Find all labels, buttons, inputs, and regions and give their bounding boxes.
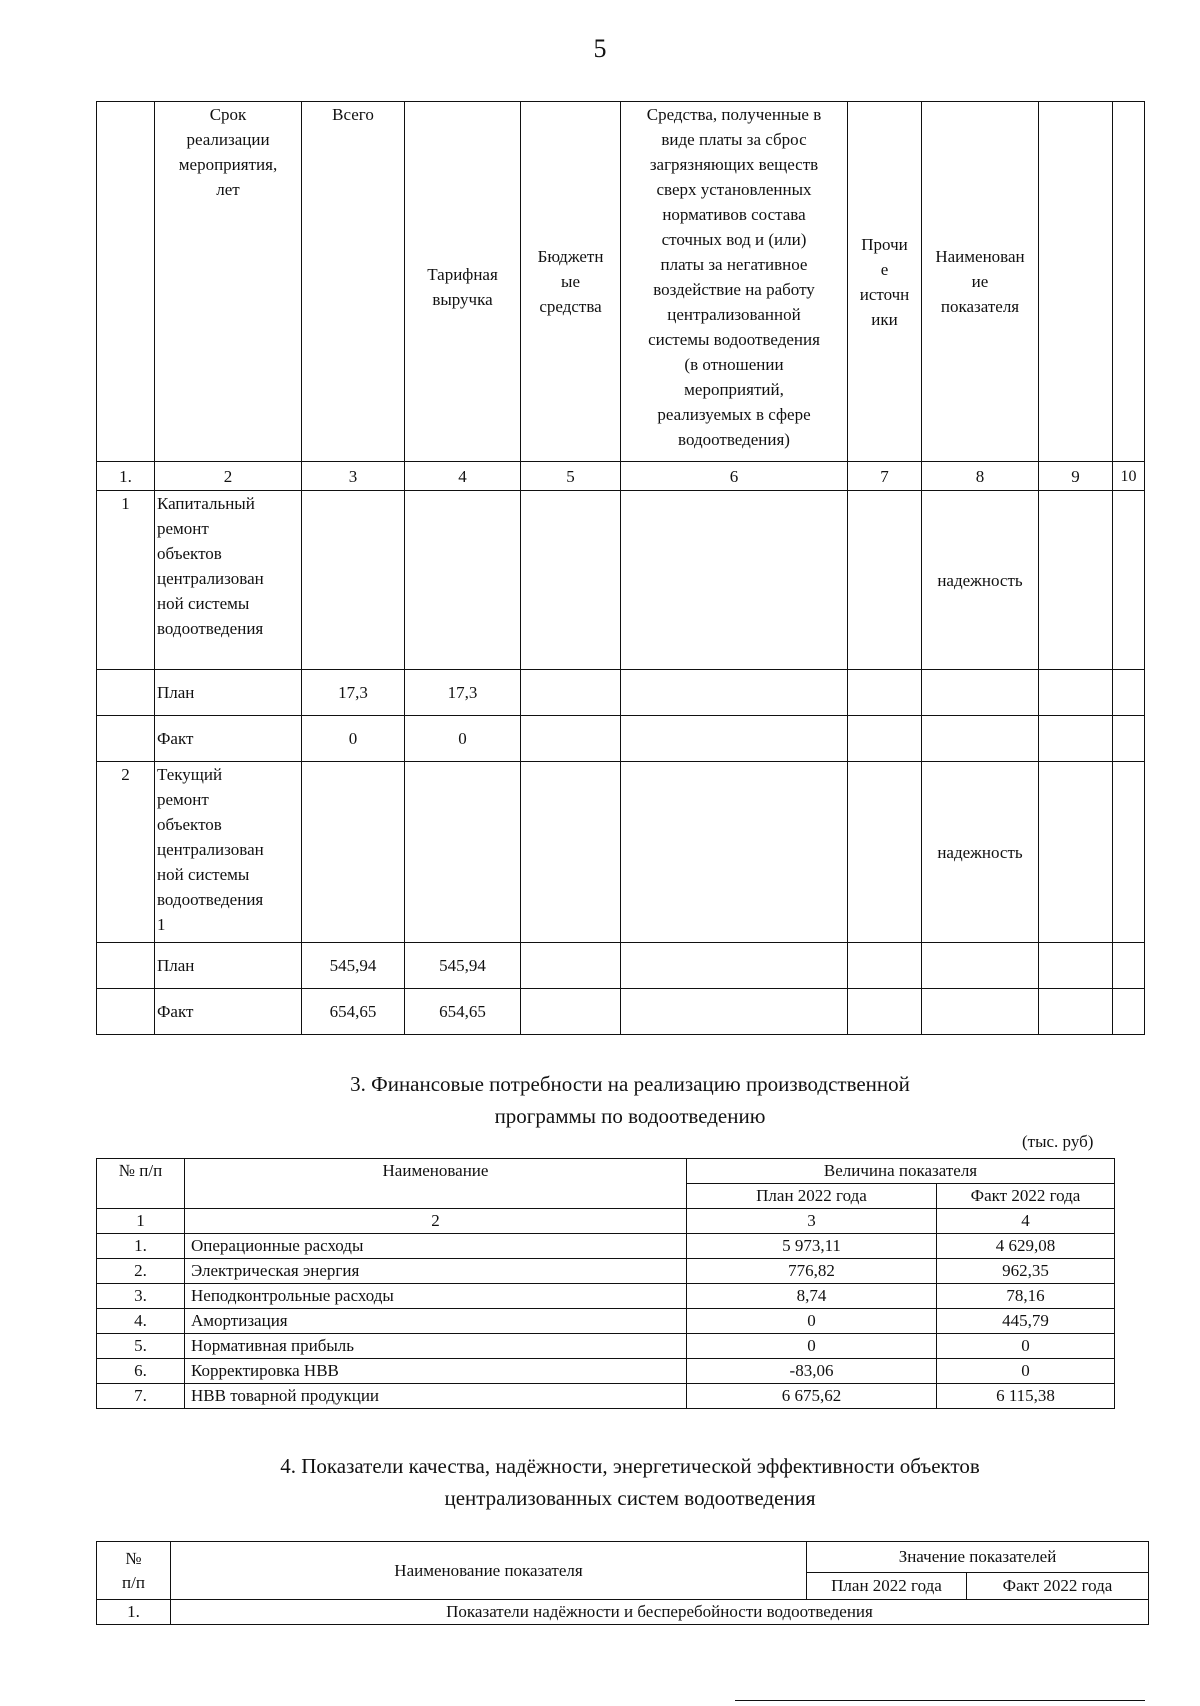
row-num: 2. [97,1259,185,1284]
row-num: 7. [97,1384,185,1409]
row-plan: 8,74 [687,1284,937,1309]
row-fact: 78,16 [937,1284,1115,1309]
value-tariff: 0 [405,716,521,762]
value-tariff: 654,65 [405,989,521,1035]
section-3-title: 3. Финансовые потребности на реализацию производственной программы по водоотведению [350,1072,910,1128]
row-num: 1. [97,1600,171,1625]
row-fact: 4 629,08 [937,1234,1115,1259]
value-total: 17,3 [302,670,405,716]
value-total: 654,65 [302,989,405,1035]
row-name: Корректировка НВВ [185,1359,687,1384]
table-header-row [97,1159,1115,1184]
value-total: 545,94 [302,943,405,989]
units-label: (тыс. руб) [1022,1132,1094,1151]
table-row [97,1284,1115,1309]
column-number: 5 [521,462,621,491]
header-cell-9 [1039,102,1113,462]
column-number: 6 [621,462,848,491]
row-plan: 776,82 [687,1259,937,1284]
table-row [97,1600,1149,1625]
header-plan: План 2022 года [807,1573,967,1600]
plan-row [97,670,1145,716]
column-number: 3 [687,1209,937,1234]
investment-measures-table [96,101,1145,1035]
row-label: План [155,670,302,716]
header-value-group: Величина показателя [687,1159,1115,1184]
measure-indicator: надежность [922,762,1039,943]
header-num: № п/п [97,1159,185,1209]
header-plan: План 2022 года [687,1184,937,1209]
table-row [97,1309,1115,1334]
footer-rule [735,1700,1145,1701]
row-num: 3. [97,1284,185,1309]
row-fact: 445,79 [937,1309,1115,1334]
header-cell-1 [97,102,155,462]
row-fact: 6 115,38 [937,1384,1115,1409]
header-num: № п/п [97,1542,171,1600]
value-tariff: 545,94 [405,943,521,989]
row-plan: 6 675,62 [687,1384,937,1409]
value-total: 0 [302,716,405,762]
row-num: 1. [97,1234,185,1259]
plan-row [97,943,1145,989]
column-number: 2 [185,1209,687,1234]
row-name: НВВ товарной продукции [185,1384,687,1409]
header-cell-term: Срок реализации мероприятия, лет [155,102,302,462]
table-header-row [97,102,1145,462]
column-number: 2 [155,462,302,491]
row-fact: 962,35 [937,1259,1115,1284]
row-plan: 5 973,11 [687,1234,937,1259]
column-number: 7 [848,462,922,491]
row-name: Неподконтрольные расходы [185,1284,687,1309]
measure-row [97,762,1145,943]
financial-needs-table [96,1158,1115,1409]
column-numbering-row [97,1209,1115,1234]
header-cell-other-sources: Прочи е источн ики [848,102,922,462]
table-row [97,1359,1115,1384]
section-4-title: 4. Показатели качества, надёжности, энергетической эффективности объектов централизованных систем водоотведения [280,1454,980,1510]
column-number: 9 [1039,462,1113,491]
header-value-group: Значение показателей [807,1542,1149,1573]
row-name: Амортизация [185,1309,687,1334]
row-plan: 0 [687,1334,937,1359]
column-number: 8 [922,462,1039,491]
measure-number: 1 [97,491,155,670]
row-label: Факт [155,716,302,762]
row-name: Электрическая энергия [185,1259,687,1284]
measure-row [97,491,1145,670]
header-name: Наименование показателя [171,1542,807,1600]
row-plan: -83,06 [687,1359,937,1384]
row-fact: 0 [937,1359,1115,1384]
column-number: 10 [1113,462,1145,491]
column-number: 4 [937,1209,1115,1234]
row-label: План [155,943,302,989]
row-name: Нормативная прибыль [185,1334,687,1359]
measure-indicator: надежность [922,491,1039,670]
measure-name: Капитальный ремонт объектов централизован ной системы водоотведения [155,491,302,670]
fact-row [97,716,1145,762]
column-number: 1 [97,1209,185,1234]
header-name: Наименование [185,1159,687,1209]
header-fact: Факт 2022 года [967,1573,1149,1600]
table-row [97,1334,1115,1359]
row-fact: 0 [937,1334,1115,1359]
header-fact: Факт 2022 года [937,1184,1115,1209]
column-number: 1. [97,462,155,491]
header-cell-indicator-name: Наименован ие показателя [922,102,1039,462]
fact-row [97,989,1145,1035]
page-number: 5 [593,34,607,63]
table-row [97,1259,1115,1284]
measure-number: 2 [97,762,155,943]
column-number: 4 [405,462,521,491]
row-num: 4. [97,1309,185,1334]
table-row [97,1384,1115,1409]
column-number: 3 [302,462,405,491]
table-row [97,1234,1115,1259]
measure-name: Текущий ремонт объектов централизован ной системы водоотведения 1 [155,762,302,943]
row-plan: 0 [687,1309,937,1334]
header-cell-total: Всего [302,102,405,462]
value-tariff: 17,3 [405,670,521,716]
quality-indicators-table [96,1541,1149,1625]
table-header-row [97,1542,1149,1573]
header-cell-pollution-fees: Средства, полученные в виде платы за сброс загрязняющих веществ сверх установленных нормативов состава сточных вод и (или) платы за негативное воздействие на работу централизованной системы водоотведения (в отношении мероприятий, реализуемых в сфере водоотведения) [621,102,848,462]
row-name: Операционные расходы [185,1234,687,1259]
header-cell-tariff: Тарифная выручка [405,102,521,462]
row-num: 5. [97,1334,185,1359]
row-label: Факт [155,989,302,1035]
header-cell-budget: Бюджетн ые средства [521,102,621,462]
header-cell-10 [1113,102,1145,462]
row-name: Показатели надёжности и бесперебойности водоотведения [171,1600,1149,1625]
row-num: 6. [97,1359,185,1384]
column-numbering-row [97,462,1145,491]
